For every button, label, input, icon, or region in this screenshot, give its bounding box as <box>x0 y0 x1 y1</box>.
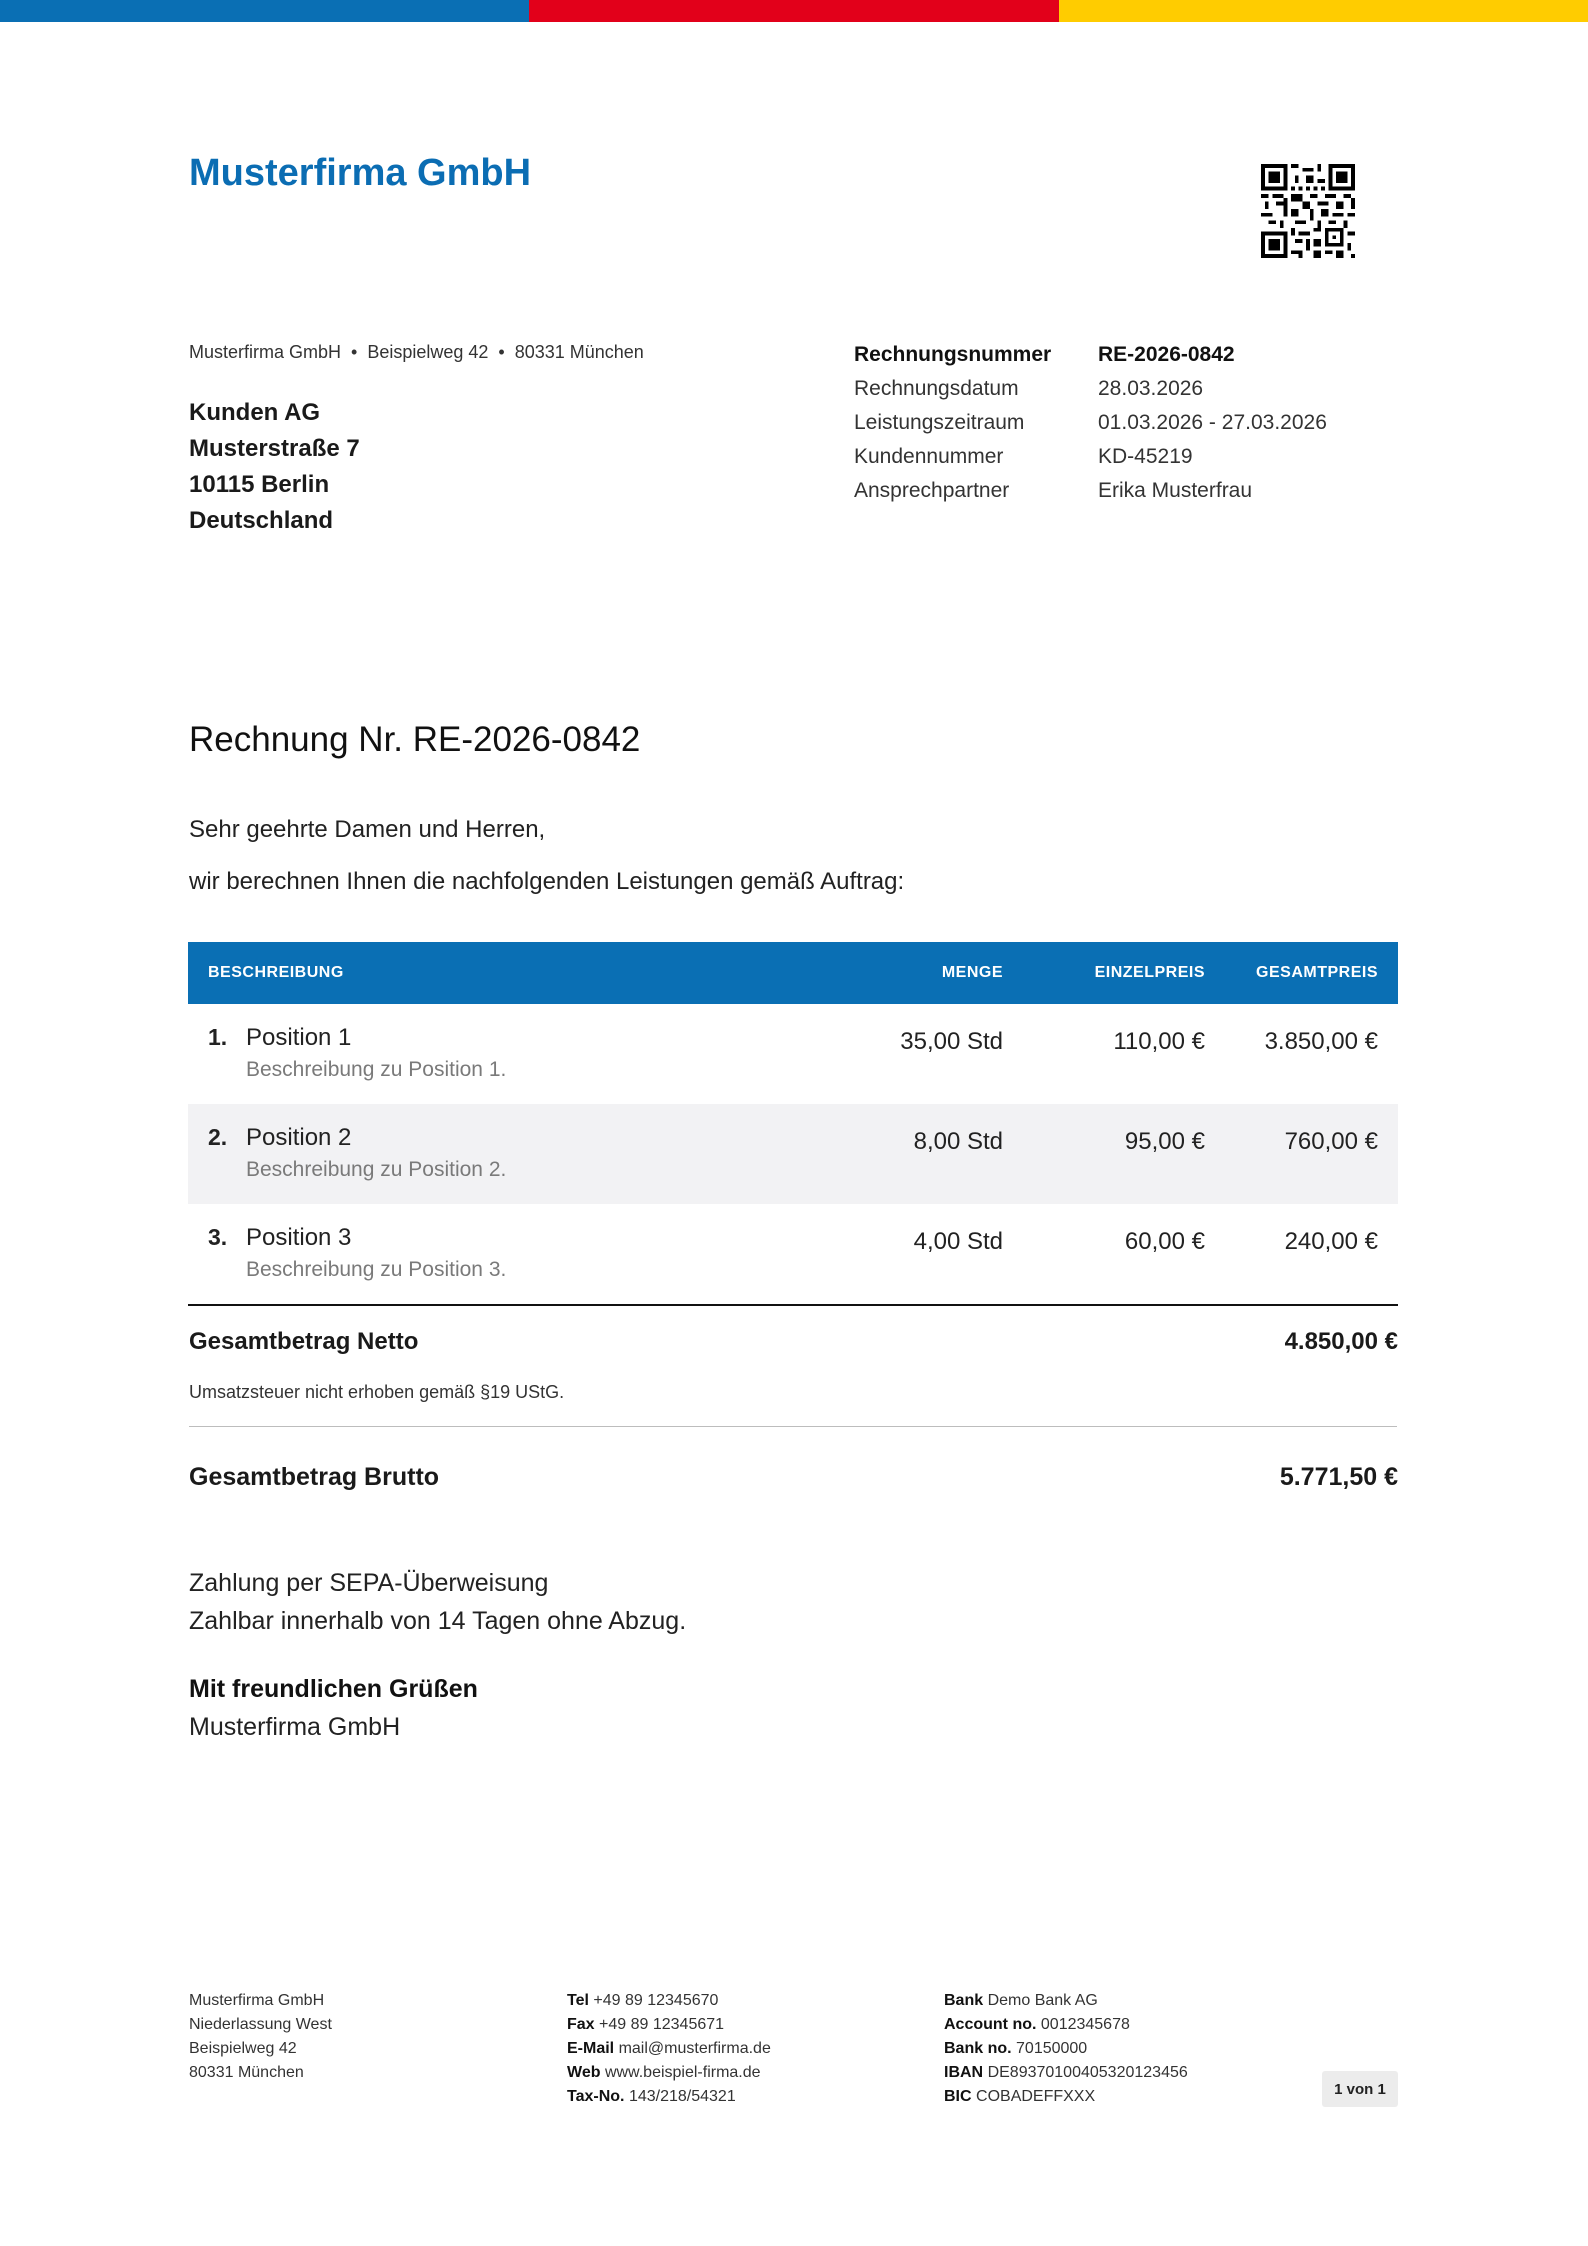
footer-contact-line <box>567 2013 771 2037</box>
meta-row <box>854 372 1327 406</box>
footer-label: Tel <box>567 1992 589 2009</box>
stripe-yellow <box>1059 0 1588 22</box>
item-total: 240,00 € <box>1284 1228 1378 1255</box>
footer-bank-line <box>944 2061 1188 2085</box>
stripe-red <box>529 0 1058 22</box>
footer-value: DE89370100405320123456 <box>987 2064 1188 2081</box>
footer-value: 70150000 <box>1016 2040 1088 2057</box>
invoice-meta <box>854 338 1327 508</box>
footer-address-line: 80331 München <box>189 2064 304 2081</box>
footer-bank <box>944 1989 1188 2109</box>
footer-value: 143/218/54321 <box>628 2088 736 2105</box>
header-description: BESCHREIBUNG <box>208 964 344 981</box>
footer-contact <box>567 1989 771 2109</box>
meta-value: 28.03.2026 <box>1098 377 1204 400</box>
meta-label: Kundennummer <box>854 445 1004 468</box>
footer-bank-line <box>944 1989 1188 2013</box>
footer-address-line: Beispielweg 42 <box>189 2040 297 2057</box>
footer-bank-line <box>944 2037 1188 2061</box>
net-total-value: 4.850,00 € <box>1284 1328 1398 1355</box>
footer-value: 0012345678 <box>1040 2016 1130 2033</box>
footer-address <box>189 1989 332 2085</box>
item-description-cell <box>188 1024 848 1104</box>
recipient-line: Kunden AG <box>189 399 321 426</box>
header-total: GESAMTPREIS <box>1256 964 1378 981</box>
meta-label: Leistungszeitraum <box>854 411 1025 434</box>
table-header <box>188 942 1398 1004</box>
meta-value: 01.03.2026 - 27.03.2026 <box>1098 411 1327 434</box>
sender-city: 80331 München <box>514 342 644 362</box>
gross-total-label: Gesamtbetrag Brutto <box>189 1463 440 1491</box>
intro-text: wir berechnen Ihnen die nachfolgenden Leistungen gemäß Auftrag: <box>189 868 905 895</box>
item-title: Position 1 <box>246 1024 352 1051</box>
meta-row <box>854 338 1327 372</box>
footer-contact-line <box>567 1989 771 2013</box>
footer-value: www.beispiel-firma.de <box>604 2064 761 2081</box>
color-stripe <box>0 0 1588 22</box>
closing <box>189 1670 478 1746</box>
footer-label: IBAN <box>944 2064 984 2081</box>
sender-address-line <box>189 342 644 363</box>
line-items-table <box>188 942 1398 1306</box>
meta-row <box>854 474 1327 508</box>
item-title: Position 2 <box>246 1124 352 1151</box>
meta-label: Ansprechpartner <box>854 479 1010 502</box>
net-total-label: Gesamtbetrag Netto <box>189 1328 419 1355</box>
sender-name: Musterfirma GmbH <box>189 342 342 362</box>
table-row <box>188 1104 1398 1204</box>
footer-value: +49 89 12345671 <box>599 2016 725 2033</box>
footer-label: Bank no. <box>944 2040 1012 2057</box>
payment-method: Zahlung per SEPA-Überweisung <box>189 1569 549 1597</box>
item-unit-price: 60,00 € <box>1124 1228 1205 1255</box>
sender-street: Beispielweg 42 <box>367 342 489 362</box>
item-quantity: 35,00 Std <box>900 1028 1003 1055</box>
table-bottom-rule <box>188 1304 1398 1306</box>
salutation: Sehr geehrte Damen und Herren, <box>189 816 546 843</box>
payment-terms: Zahlbar innerhalb von 14 Tagen ohne Abzug. <box>189 1607 687 1635</box>
footer-label: Account no. <box>944 2016 1037 2033</box>
footer-label: Web <box>567 2064 601 2081</box>
footer-bank-line <box>944 2085 1188 2109</box>
item-unit-price: 110,00 € <box>1113 1028 1205 1055</box>
footer-contact-line <box>567 2085 771 2109</box>
footer-value: COBADEFFXXX <box>976 2088 1096 2105</box>
meta-value: RE-2026-0842 <box>1098 343 1235 366</box>
footer-label: Tax-No. <box>567 2088 625 2105</box>
item-total: 3.850,00 € <box>1264 1028 1378 1055</box>
meta-value: KD-45219 <box>1098 445 1193 468</box>
footer-value: +49 89 12345670 <box>593 1992 719 2009</box>
footer-value: mail@musterfirma.de <box>618 2040 771 2057</box>
footer-bank-line <box>944 2013 1188 2037</box>
item-number: 1. <box>208 1024 228 1050</box>
item-description-cell <box>188 1224 848 1304</box>
meta-value: Erika Musterfrau <box>1098 479 1253 502</box>
totals-divider <box>189 1426 1397 1427</box>
recipient-line: Deutschland <box>189 507 334 534</box>
item-number: 3. <box>208 1224 228 1250</box>
item-total: 760,00 € <box>1284 1128 1378 1155</box>
footer-label: E-Mail <box>567 2040 615 2057</box>
company-name: Musterfirma GmbH <box>189 152 532 194</box>
meta-row <box>854 440 1327 474</box>
item-description: Beschreibung zu Position 1. <box>246 1058 507 1081</box>
qr-code-icon <box>1261 164 1355 258</box>
closing-greeting: Mit freundlichen Grüßen <box>189 1675 478 1703</box>
footer-address-line: Musterfirma GmbH <box>189 1992 325 2009</box>
item-description: Beschreibung zu Position 2. <box>246 1158 507 1181</box>
document-title: Rechnung Nr. RE-2026-0842 <box>189 720 641 759</box>
page-number-badge: 1 von 1 <box>1322 2071 1398 2107</box>
footer-contact-line <box>567 2037 771 2061</box>
tax-note: Umsatzsteuer nicht erhoben gemäß §19 UStG. <box>189 1382 565 1402</box>
header-quantity: MENGE <box>941 964 1003 981</box>
footer-label: Bank <box>944 1992 984 2009</box>
payment-info <box>189 1564 686 1640</box>
closing-signature: Musterfirma GmbH <box>189 1713 401 1741</box>
footer-label: Fax <box>567 2016 595 2033</box>
table-row <box>188 1204 1398 1304</box>
recipient-line: Musterstraße 7 <box>189 435 360 462</box>
item-unit-price: 95,00 € <box>1124 1128 1205 1155</box>
footer-contact-line <box>567 2061 771 2085</box>
recipient-line: 10115 Berlin <box>189 471 330 498</box>
recipient-address <box>189 395 360 539</box>
separator-dot: • <box>351 342 358 362</box>
item-description-cell <box>188 1124 848 1204</box>
separator-dot: • <box>498 342 505 362</box>
header-unit-price: EINZELPREIS <box>1094 964 1205 981</box>
footer-value: Demo Bank AG <box>987 1992 1098 2009</box>
meta-label: Rechnungsdatum <box>854 377 1019 400</box>
footer-address-line: Niederlassung West <box>189 2016 332 2033</box>
item-quantity: 8,00 Std <box>913 1128 1003 1155</box>
meta-row <box>854 406 1327 440</box>
footer-label: BIC <box>944 2088 972 2105</box>
gross-total-value: 5.771,50 € <box>1279 1463 1398 1491</box>
stripe-blue <box>0 0 529 22</box>
item-description: Beschreibung zu Position 3. <box>246 1258 507 1281</box>
item-number: 2. <box>208 1124 228 1150</box>
item-title: Position 3 <box>246 1224 352 1251</box>
table-row <box>188 1004 1398 1104</box>
meta-label: Rechnungsnummer <box>854 343 1052 366</box>
item-quantity: 4,00 Std <box>913 1228 1003 1255</box>
